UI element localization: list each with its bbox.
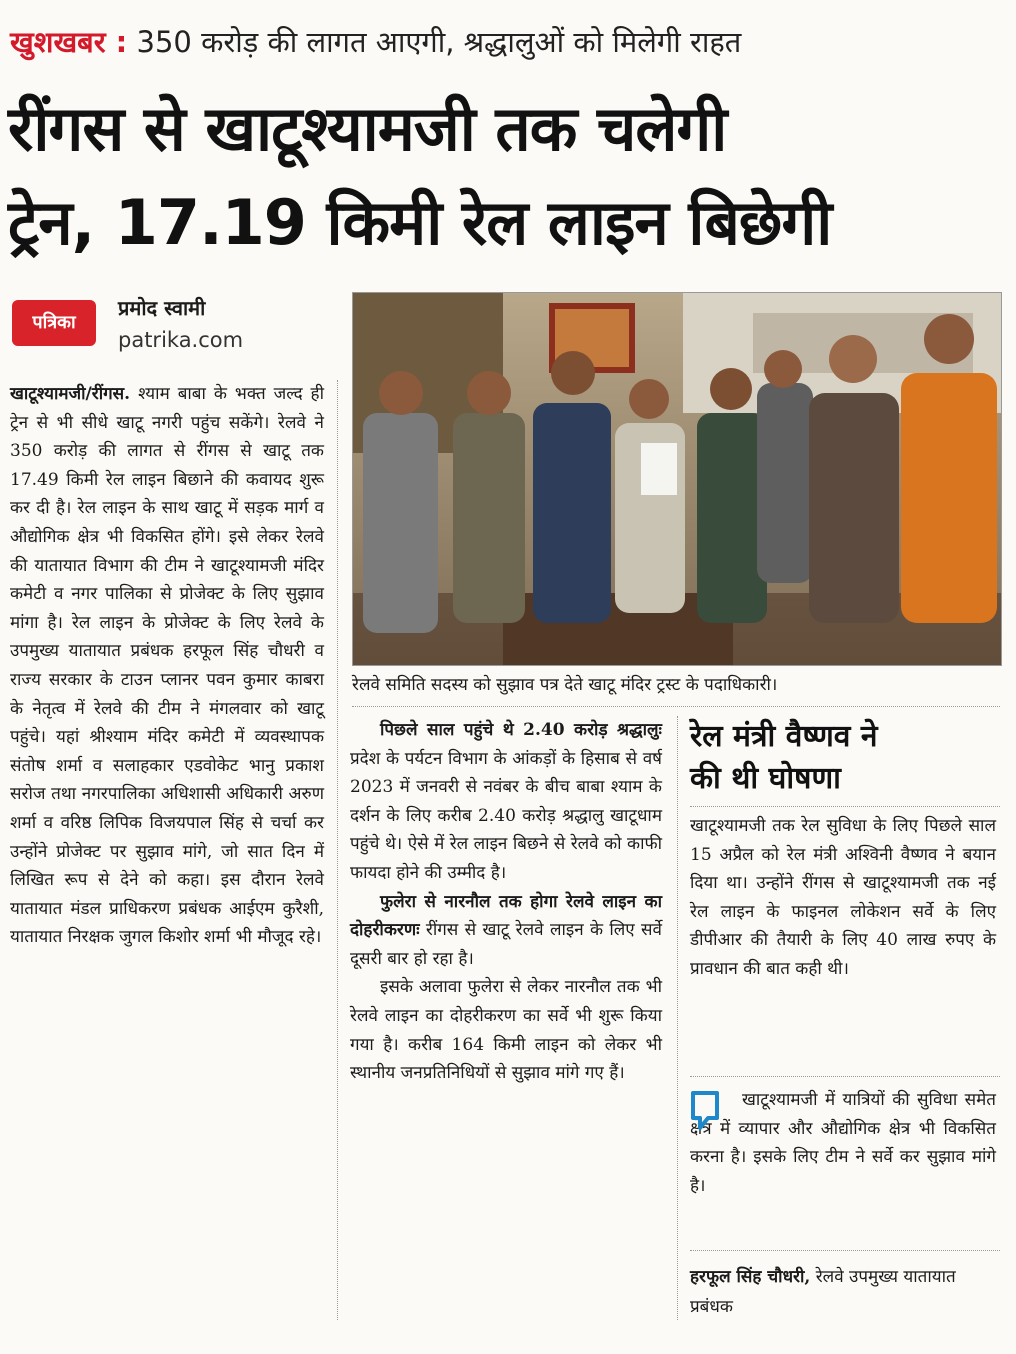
column2-p2-body: रींगस से खाटू रेलवे लाइन के लिए सर्वे दूसरी बार हो रहा है। — [350, 920, 662, 969]
kicker-label: खुशखबर : — [10, 25, 128, 59]
site-link[interactable]: patrika.com — [118, 328, 244, 352]
quote-author — [690, 1262, 996, 1322]
quote-rule — [690, 1076, 1000, 1077]
photo-illustration — [353, 293, 1001, 665]
column2-p1-body: प्रदेश के पर्यटन विभाग के आंकड़ों के हिसाब से वर्ष 2023 में जनवरी से नवंबर के बीच बाबा श्याम के दर्शन के लिए करीब 2.40 करोड़ श्रद्धालु खाटूधाम पहुंचे थे। ऐसे में रेल लाइन बिछने से रेलवे को काफी फायदा होने की उम्मीद है। — [350, 748, 662, 883]
quote-author-role: रेलवे उपमुख्य यातायात प्रबंधक — [690, 1267, 956, 1317]
news-photo — [352, 292, 1002, 666]
article-column-2 — [350, 716, 662, 1088]
caption-rule — [352, 706, 1000, 707]
sidebar-headline-line-2: की थी घोषणा — [690, 761, 841, 796]
photo-caption: रेलवे समिति सदस्य को सुझाव पत्र देते खाटू मंदिर ट्रस्ट के पदाधिकारी। — [352, 675, 778, 695]
sidebar-body-text: खाटूश्यामजी तक रेल सुविधा के लिए पिछले साल 15 अप्रैल को रेल मंत्री अश्विनी वैष्णव ने बयान दिया था। उन्होंने रींगस से खाटूश्यामजी तक नई रेल लाइन के फाइनल लोकेशन सर्वे के लिए डीपीआर की तैयारी के लिए 40 लाख रुपए के प्रावधान की बात कही थी। — [690, 816, 996, 979]
column-divider — [337, 380, 338, 1320]
kicker-text: 350 करोड़ की लागत आएगी, श्रद्धालुओं को मिलेगी राहत — [127, 25, 742, 59]
column1-body: श्याम बाबा के भक्त जल्द ही ट्रेन से भी सीधे खाटू नगरी पहुंच सकेंगे। रेलवे ने 350 करोड़ की लागत से रींगस से खाटू तक 17.49 किमी रेल लाइन बिछाने की कवायद शुरू कर दी है। रेल लाइन के साथ खाटू में सड़क मार्ग व औद्योगिक क्षेत्र भी विकसित होंगे। इसे लेकर रेलवे की यातायात विभाग की टीम ने खाटूश्यामजी मंदिर कमेटी व नगर पालिका से प्रोजेक्ट के लिए सुझाव मांगा है। रेल लाइन के प्रोजेक्ट के लिए रेलवे के उपमुख्य यातायात प्रबंधक हरफूल सिंह चौधरी व राज्य सरकार के टाउन प्लानर पवन कुमार काबरा के नेतृत्व में रेलवे की टीम ने मंगलवार को खाटू पहुंचे। यहां श्रीश्याम मंदिर कमेटी में व्यवस्थापक संतोष शर्मा व सलाहकार एडवोकेट भानु प्रकाश सरोज तथा नगरपालिका अधिशासी अधिकारी अरुण शर्मा व वरिष्ठ लिपिक विजयपाल सिंह से चर्चा कर उन्होंने प्रोजेक्ट पर सुझाव मांगे, जो सात दिन में लिखित रूप से देने को कहा। इस दौरान रेलवे यातायात मंडल प्राधिकरण प्रबंधक आईएम कुरैशी, यातायात निरक्षक जुगल किशोर शर्मा भी मौजूद रहे। — [10, 384, 324, 948]
subhead-visitors: पिछले साल पहुंचे थे 2.40 करोड़ श्रद्धालुः — [380, 720, 662, 740]
column2-p3: इसके अलावा फुलेरा से लेकर नारनौल तक भी रेलवे लाइन का दोहरीकरण का सर्वे भी शुरू किया गया है। करीब 164 किमी लाइन को लेकर भी स्थानीय जनप्रतिनिधियों से सुझाव मांगे गए हैं। — [350, 977, 662, 1084]
byline — [12, 288, 342, 368]
kicker — [10, 22, 1006, 62]
sidebar-rule — [690, 806, 1000, 807]
quote-author-name: हरफूल सिंह चौधरी, — [690, 1267, 811, 1287]
subhead-doubling: फुलेरा से नारनौल तक होगा रेलवे लाइन का दोहरीकरणः — [350, 891, 662, 941]
headline-line-2: ट्रेन, 17.19 किमी रेल लाइन बिछेगी — [8, 186, 832, 259]
quote-icon — [690, 1090, 720, 1132]
headline — [8, 82, 1008, 270]
pull-quote — [690, 1086, 996, 1200]
author-name: प्रमोद स्वामी — [118, 296, 206, 320]
headline-line-1: रींगस से खाटूश्यामजी तक चलेगी — [8, 92, 727, 165]
quote-author-rule — [690, 1250, 1000, 1251]
quote-text: खाटूश्यामजी में यात्रियों की सुविधा समेत क्षेत्र में व्यापार और औद्योगिक क्षेत्र भी विकसित करना है। इसके लिए टीम ने सर्वे कर सुझाव मांगे है। — [690, 1090, 996, 1196]
dateline: खाटूश्यामजी/रींगस. — [10, 384, 131, 404]
patrika-logo: पत्रिका — [12, 300, 96, 346]
column-divider — [677, 716, 678, 1320]
sidebar-headline-line-1: रेल मंत्री वैष्णव ने — [690, 719, 878, 754]
article-column-1 — [10, 380, 324, 952]
sidebar-body — [690, 812, 996, 984]
sidebar-headline — [690, 716, 1000, 800]
